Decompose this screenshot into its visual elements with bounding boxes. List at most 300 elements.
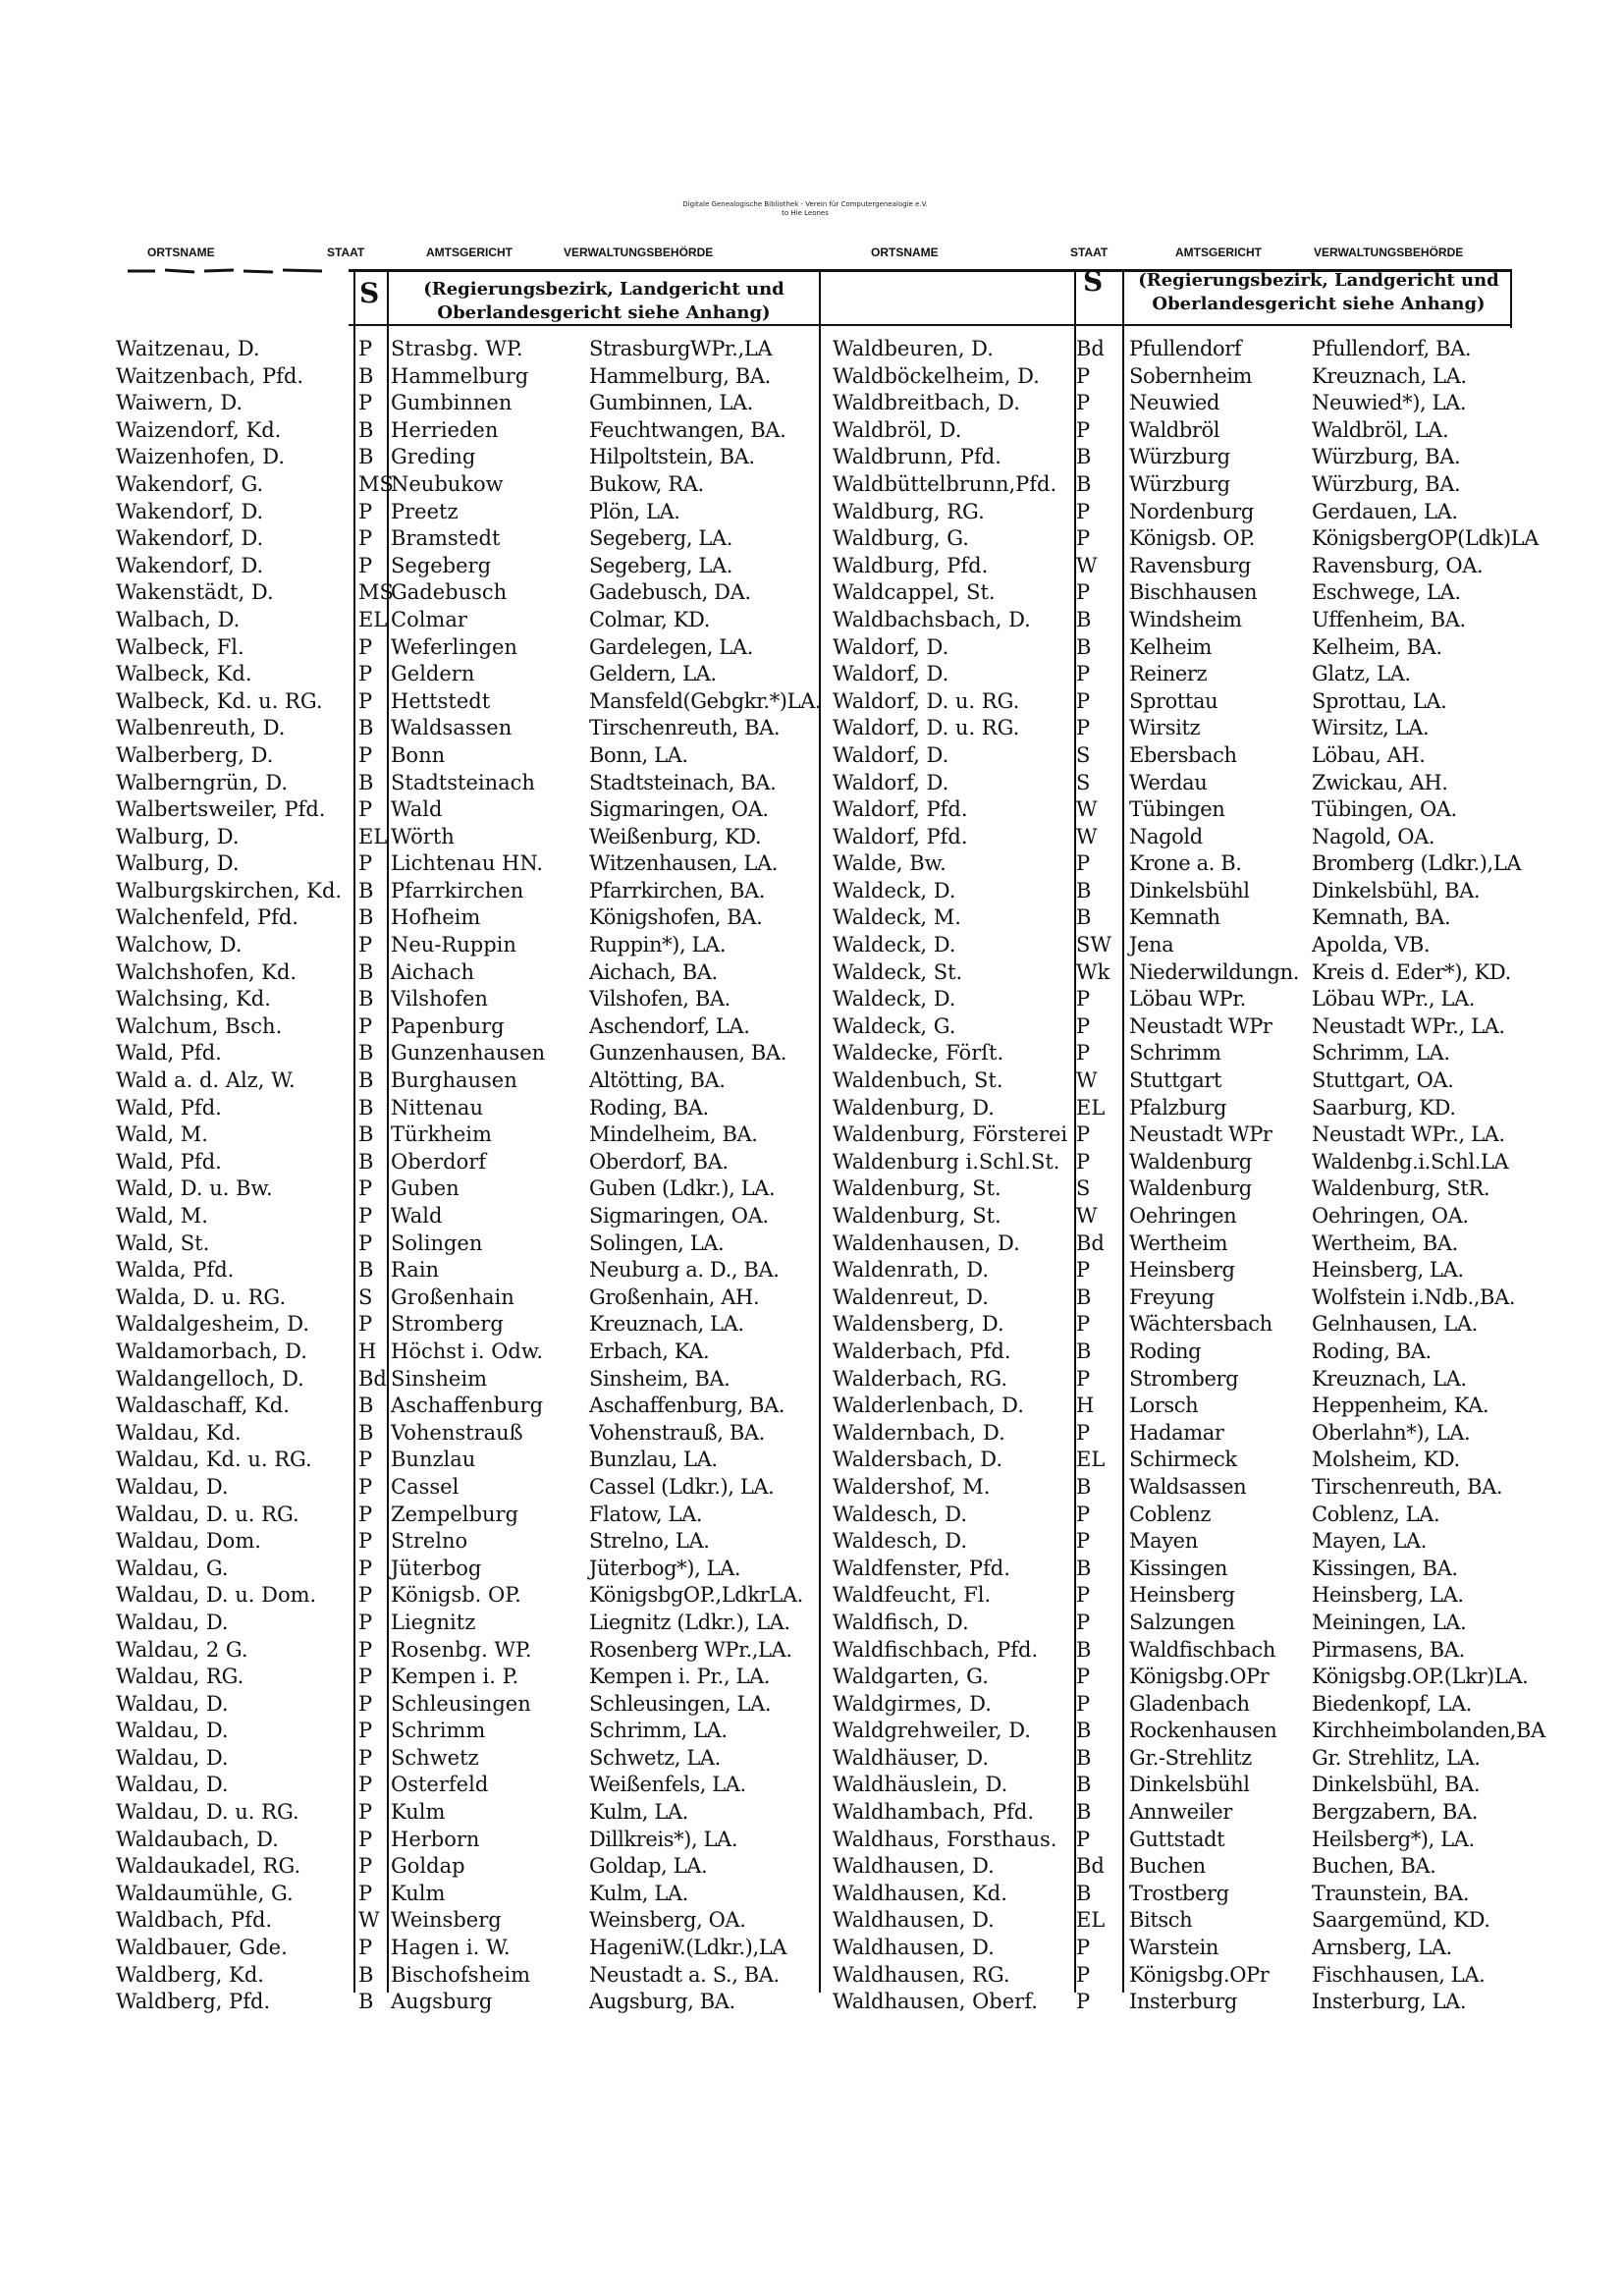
left-verwaltungsbehoerde-cell: Hammelburg, BA. [589, 363, 771, 388]
left-amtsgericht-cell: Schrimm [391, 1719, 486, 1743]
left-ortsname-cell: Waldau, Kd. [116, 1420, 242, 1445]
left-staat-cell: P [358, 1827, 373, 1851]
right-verwaltungsbehoerde-cell: Wirsitz, LA. [1312, 716, 1430, 740]
right-amtsgericht-cell: Stromberg [1129, 1366, 1239, 1391]
left-amtsgericht-cell: Waldsassen [391, 716, 513, 740]
left-staat-cell: P [358, 1312, 373, 1337]
left-ortsname-cell: Walberberg, D. [116, 742, 274, 767]
left-amtsgericht-cell: Wörth [391, 824, 455, 848]
right-amtsgericht-cell: Würzburg [1129, 445, 1230, 469]
right-ortsname-cell: Waldbüttelbrunn,Pfd. [833, 471, 1057, 496]
header-note-right-line-2: Oberlandesgericht siehe Anhang) [1152, 294, 1486, 314]
right-verwaltungsbehoerde-cell: Gr. Strehlitz, LA. [1312, 1745, 1481, 1770]
left-amtsgericht-cell: Zempelburg [391, 1502, 518, 1526]
left-amtsgericht-cell: Augsburg [391, 1990, 493, 2014]
right-verwaltungsbehoerde-cell: Nagold, OA. [1312, 824, 1435, 848]
table-row [0, 1556, 1623, 1583]
table-row [0, 1745, 1623, 1773]
right-amtsgericht-cell: Guttstadt [1129, 1827, 1225, 1851]
right-staat-cell: P [1076, 1665, 1091, 1689]
table-row [0, 1881, 1623, 1908]
right-amtsgericht-cell: Freyung [1129, 1285, 1215, 1309]
right-amtsgericht-cell: Löbau WPr. [1129, 987, 1246, 1011]
right-ortsname-cell: Waldhaus, Forsthaus. [833, 1827, 1057, 1851]
right-ortsname-cell: Waldgrehweiler, D. [833, 1719, 1031, 1743]
left-staat-cell: EL [358, 607, 388, 631]
left-staat-cell: B [358, 1420, 374, 1445]
right-ortsname-cell: Waldenrath, D. [833, 1258, 990, 1283]
right-ortsname-cell: Waldershof, M. [833, 1474, 991, 1499]
right-verwaltungsbehoerde-cell: Waldenburg, StR. [1312, 1176, 1490, 1201]
left-amtsgericht-cell: Cassel [391, 1474, 460, 1499]
table-row [0, 824, 1623, 851]
right-amtsgericht-cell: Coblenz [1129, 1502, 1212, 1526]
left-ortsname-cell: Wald, Pfd. [116, 1041, 222, 1066]
right-ortsname-cell: Waldhausen, Oberf. [833, 1990, 1038, 2014]
right-staat-cell: P [1076, 580, 1091, 605]
left-ortsname-cell: Waldau, D. [116, 1691, 229, 1716]
right-ortsname-cell: Waldbröl, D. [833, 417, 962, 442]
left-verwaltungsbehoerde-cell: Neuburg a. D., BA. [589, 1258, 780, 1283]
left-amtsgericht-cell: Kempen i. P. [391, 1665, 519, 1689]
right-verwaltungsbehoerde-cell: Oberlahn*), LA. [1312, 1420, 1471, 1445]
right-amtsgericht-cell: Tübingen [1129, 797, 1225, 822]
left-staat-cell: Bd [358, 1366, 387, 1391]
right-amtsgericht-cell: Kemnath [1129, 905, 1220, 930]
right-verwaltungsbehoerde-cell: Pfullendorf, BA. [1312, 337, 1472, 360]
left-amtsgericht-cell: Gadebusch [391, 580, 508, 605]
right-ortsname-cell: Waldfischbach, Pfd. [833, 1637, 1039, 1662]
left-staat-cell: P [358, 662, 373, 686]
left-verwaltungsbehoerde-cell: Gumbinnen, LA. [589, 391, 753, 415]
left-amtsgericht-cell: Hagen i. W. [391, 1936, 511, 1960]
left-verwaltungsbehoerde-cell: Roding, BA. [589, 1095, 709, 1120]
left-ortsname-cell: Waldaubach, D. [116, 1827, 279, 1851]
left-staat-cell: B [358, 770, 374, 794]
left-staat-cell: MS [358, 471, 394, 496]
right-staat-cell: S [1076, 742, 1091, 767]
left-amtsgericht-cell: Aschaffenburg [391, 1394, 544, 1418]
right-staat-cell: W [1076, 797, 1098, 822]
left-verwaltungsbehoerde-cell: Jüterbog*), LA. [589, 1556, 741, 1580]
right-amtsgericht-cell: Gr.-Strehlitz [1129, 1745, 1252, 1770]
right-amtsgericht-cell: Waldenburg [1129, 1149, 1252, 1174]
left-ortsname-cell: Waldau, Kd. u. RG. [116, 1448, 312, 1472]
right-verwaltungsbehoerde-cell: Saargemünd, KD. [1312, 1908, 1490, 1933]
table-row [0, 390, 1623, 417]
right-verwaltungsbehoerde-cell: KönigsbergOP(Ldk)LA [1312, 526, 1539, 551]
left-staat-cell: P [358, 1502, 373, 1526]
left-verwaltungsbehoerde-cell: Liegnitz (Ldkr.), LA. [589, 1610, 790, 1634]
right-amtsgericht-cell: Nordenburg [1129, 499, 1254, 523]
left-amtsgericht-cell: Gumbinnen [391, 391, 513, 415]
right-verwaltungsbehoerde-cell: Traunstein, BA. [1312, 1881, 1470, 1905]
left-ortsname-cell: Waldangelloch, D. [116, 1366, 304, 1391]
right-ortsname-cell: Walde, Bw. [833, 851, 947, 876]
table-row [0, 986, 1623, 1013]
right-staat-cell: P [1076, 1312, 1091, 1337]
header-note-left-line-1: (Regierungsbezirk, Landgericht und [423, 279, 784, 300]
right-amtsgericht-cell: Königsbg.OPr [1129, 1962, 1270, 1987]
left-amtsgericht-cell: Guben [391, 1176, 460, 1201]
left-staat-cell: B [358, 905, 374, 930]
left-verwaltungsbehoerde-cell: KönigsbgOP.,LdkrLA. [589, 1583, 803, 1608]
left-verwaltungsbehoerde-cell: Königshofen, BA. [589, 905, 763, 930]
left-ortsname-cell: Walburgskirchen, Kd. [116, 878, 343, 902]
left-ortsname-cell: Waldbach, Pfd. [116, 1908, 273, 1933]
left-verwaltungsbehoerde-cell: Altötting, BA. [589, 1068, 726, 1093]
right-staat-cell: P [1076, 499, 1091, 523]
left-amtsgericht-cell: Bonn [391, 742, 446, 767]
right-ortsname-cell: Waldeck, St. [833, 959, 963, 984]
left-amtsgericht-cell: Stadtsteinach [391, 770, 535, 794]
left-amtsgericht-cell: Papenburg [391, 1013, 505, 1038]
left-verwaltungsbehoerde-cell: Geldern, LA. [589, 662, 717, 686]
left-verwaltungsbehoerde-cell: Großenhain, AH. [589, 1285, 760, 1309]
header-note-right-line-1: (Regierungsbezirk, Landgericht und [1138, 270, 1499, 291]
left-ortsname-cell: Walberngrün, D. [116, 770, 289, 794]
right-staat-cell: P [1076, 1936, 1091, 1960]
left-staat-cell: P [358, 1013, 373, 1038]
right-staat-cell: P [1076, 688, 1091, 713]
left-staat-cell: B [358, 987, 374, 1011]
right-amtsgericht-cell: Sobernheim [1129, 363, 1253, 388]
table-row [0, 1853, 1623, 1881]
right-ortsname-cell: Waldorf, D. [833, 662, 949, 686]
left-verwaltungsbehoerde-cell: Flatow, LA. [589, 1502, 703, 1526]
left-staat-cell: P [358, 1204, 373, 1228]
left-amtsgericht-cell: Solingen [391, 1230, 483, 1255]
right-amtsgericht-cell: Neuwied [1129, 391, 1220, 415]
left-verwaltungsbehoerde-cell: Weinsberg, OA. [589, 1908, 746, 1933]
right-staat-cell: P [1076, 662, 1091, 686]
right-staat-cell: P [1076, 1583, 1091, 1608]
left-verwaltungsbehoerde-cell: Sigmaringen, OA. [589, 1204, 769, 1228]
right-verwaltungsbehoerde-cell: Uffenheim, BA. [1312, 607, 1466, 631]
column-divider [1510, 269, 1512, 328]
right-amtsgericht-cell: Mayen [1129, 1529, 1198, 1554]
right-amtsgericht-cell: Königsbg.OPr [1129, 1665, 1270, 1689]
column-header-verwaltung-left: VERWALTUNGSBEHÖRDE [564, 246, 714, 259]
table-row [0, 1366, 1623, 1394]
left-verwaltungsbehoerde-cell: StrasburgWPr.,LA [589, 337, 773, 360]
left-ortsname-cell: Waldau, G. [116, 1556, 229, 1580]
right-staat-cell: H [1076, 1394, 1095, 1418]
right-ortsname-cell: Waldgarten, G. [833, 1665, 989, 1689]
right-verwaltungsbehoerde-cell: Sprottau, LA. [1312, 688, 1447, 713]
right-ortsname-cell: Waldhausen, D. [833, 1936, 995, 1960]
right-staat-cell: B [1076, 1773, 1092, 1797]
left-amtsgericht-cell: Sinsheim [391, 1366, 487, 1391]
left-amtsgericht-cell: Hammelburg [391, 363, 529, 388]
right-ortsname-cell: Waldorf, D. [833, 634, 949, 659]
left-amtsgericht-cell: Neubukow [391, 471, 504, 496]
left-staat-cell: P [358, 1881, 373, 1905]
right-amtsgericht-cell: Kelheim [1129, 634, 1213, 659]
left-verwaltungsbehoerde-cell: Erbach, KA. [589, 1339, 710, 1363]
left-amtsgericht-cell: Goldap [391, 1854, 465, 1879]
right-ortsname-cell: Walderbach, RG. [833, 1366, 1008, 1391]
right-verwaltungsbehoerde-cell: Waldenbg.i.Schl.LA [1312, 1149, 1509, 1174]
right-ortsname-cell: Waldburg, G. [833, 526, 969, 551]
right-verwaltungsbehoerde-cell: Kreis d. Eder*), KD. [1312, 959, 1511, 984]
right-amtsgericht-cell: Niederwildungn. [1129, 959, 1299, 984]
table-row [0, 471, 1623, 499]
right-verwaltungsbehoerde-cell: Buchen, BA. [1312, 1854, 1436, 1879]
left-amtsgericht-cell: Geldern [391, 662, 475, 686]
right-ortsname-cell: Waldesch, D. [833, 1529, 968, 1554]
right-amtsgericht-cell: Heinsberg [1129, 1583, 1235, 1608]
left-staat-cell: B [358, 878, 374, 902]
left-ortsname-cell: Walchenfeld, Pfd. [116, 905, 298, 930]
right-amtsgericht-cell: Sprottau [1129, 688, 1218, 713]
right-ortsname-cell: Waldeck, D. [833, 987, 956, 1011]
left-ortsname-cell: Waldamorbach, D. [116, 1339, 307, 1363]
right-staat-cell: P [1076, 1258, 1091, 1283]
right-staat-cell: B [1076, 1745, 1092, 1770]
right-staat-cell: SW [1076, 933, 1111, 957]
table-row [0, 634, 1623, 662]
right-staat-cell: P [1076, 1149, 1091, 1174]
right-ortsname-cell: Waldbachsbach, D. [833, 607, 1031, 631]
table-row [0, 1528, 1623, 1556]
left-amtsgericht-cell: Wald [391, 1204, 443, 1228]
table-row [0, 1827, 1623, 1854]
left-staat-cell: H [358, 1339, 377, 1363]
right-staat-cell: P [1076, 1041, 1091, 1066]
left-ortsname-cell: Waldaschaff, Kd. [116, 1394, 290, 1418]
table-row [0, 878, 1623, 905]
left-verwaltungsbehoerde-cell: Kreuznach, LA. [589, 1312, 744, 1337]
right-verwaltungsbehoerde-cell: Ravensburg, OA. [1312, 553, 1484, 577]
left-ortsname-cell: Waldberg, Pfd. [116, 1990, 271, 2014]
right-amtsgericht-cell: Waldsassen [1129, 1474, 1247, 1499]
table-row [0, 1610, 1623, 1637]
left-amtsgericht-cell: Königsb. OP. [391, 1583, 521, 1608]
right-amtsgericht-cell: Werdau [1129, 770, 1208, 794]
table-row [0, 1691, 1623, 1719]
right-verwaltungsbehoerde-cell: Biedenkopf, LA. [1312, 1691, 1472, 1716]
table-row [0, 1013, 1623, 1041]
right-verwaltungsbehoerde-cell: Wolfstein i.Ndb.,BA. [1312, 1285, 1516, 1309]
right-verwaltungsbehoerde-cell: Oehringen, OA. [1312, 1204, 1469, 1228]
right-amtsgericht-cell: Pfullendorf [1129, 337, 1242, 360]
right-amtsgericht-cell: Lorsch [1129, 1394, 1199, 1418]
right-verwaltungsbehoerde-cell: Coblenz, LA. [1312, 1502, 1440, 1526]
table-row [0, 1637, 1623, 1665]
table-row [0, 1962, 1623, 1990]
right-staat-cell: P [1076, 1827, 1091, 1851]
left-staat-cell: P [358, 634, 373, 659]
left-ortsname-cell: Wald, Pfd. [116, 1149, 222, 1174]
left-verwaltungsbehoerde-cell: Stadtsteinach, BA. [589, 770, 777, 794]
right-ortsname-cell: Waldenburg, Försterei [833, 1122, 1068, 1147]
right-ortsname-cell: Waldburg, RG. [833, 499, 985, 523]
left-staat-cell: B [358, 1149, 374, 1174]
left-ortsname-cell: Waiwern, D. [116, 391, 243, 415]
right-staat-cell: P [1076, 987, 1091, 1011]
left-amtsgericht-cell: Weinsberg [391, 1908, 502, 1933]
left-ortsname-cell: Waldau, D. [116, 1773, 229, 1797]
left-staat-cell: P [358, 1448, 373, 1472]
right-verwaltungsbehoerde-cell: Neuwied*), LA. [1312, 391, 1467, 415]
left-ortsname-cell: Wald, St. [116, 1230, 210, 1255]
right-staat-cell: P [1076, 1420, 1091, 1445]
right-staat-cell: EL [1076, 1908, 1106, 1933]
left-ortsname-cell: Walchow, D. [116, 933, 243, 957]
left-verwaltungsbehoerde-cell: HageniW.(Ldkr.),LA [589, 1936, 787, 1960]
right-staat-cell: B [1076, 607, 1092, 631]
left-amtsgericht-cell: Schleusingen [391, 1691, 531, 1716]
left-staat-cell: P [358, 553, 373, 577]
left-ortsname-cell: Wald a. d. Alz, W. [116, 1068, 296, 1093]
left-staat-cell: B [358, 1394, 374, 1418]
left-verwaltungsbehoerde-cell: Gardelegen, LA. [589, 634, 753, 659]
left-staat-cell: MS [358, 580, 394, 605]
right-staat-cell: B [1076, 1474, 1092, 1499]
left-ortsname-cell: Walburg, D. [116, 851, 240, 876]
right-staat-cell: P [1076, 851, 1091, 876]
right-amtsgericht-cell: Warstein [1129, 1936, 1219, 1960]
left-staat-cell: P [358, 1719, 373, 1743]
left-ortsname-cell: Wald, M. [116, 1204, 208, 1228]
right-verwaltungsbehoerde-cell: Kemnath, BA. [1312, 905, 1451, 930]
left-ortsname-cell: Waldau, D. u. RG. [116, 1800, 299, 1825]
right-amtsgericht-cell: Windsheim [1129, 607, 1242, 631]
left-amtsgericht-cell: Herrieden [391, 417, 499, 442]
left-verwaltungsbehoerde-cell: Weißenburg, KD. [589, 824, 762, 848]
left-verwaltungsbehoerde-cell: Aschaffenburg, BA. [589, 1394, 785, 1418]
left-verwaltungsbehoerde-cell: Ruppin*), LA. [589, 933, 727, 957]
left-amtsgericht-cell: Herborn [391, 1827, 480, 1851]
right-amtsgericht-cell: Schirmeck [1129, 1448, 1237, 1472]
left-ortsname-cell: Walbeck, Kd. u. RG. [116, 688, 323, 713]
table-row [0, 1339, 1623, 1366]
right-ortsname-cell: Waldhausen, RG. [833, 1962, 1010, 1987]
right-ortsname-cell: Waldecke, Förſt. [833, 1041, 1004, 1066]
left-ortsname-cell: Waldau, 2 G. [116, 1637, 248, 1662]
table-row [0, 1989, 1623, 2016]
left-ortsname-cell: Wakendorf, D. [116, 499, 264, 523]
left-amtsgericht-cell: Segeberg [391, 553, 492, 577]
left-ortsname-cell: Waizenhofen, D. [116, 445, 286, 469]
right-verwaltungsbehoerde-cell: Königsbg.OP.(Lkr)LA. [1312, 1665, 1529, 1689]
right-staat-cell: B [1076, 1556, 1092, 1580]
left-ortsname-cell: Walchsing, Kd. [116, 987, 271, 1011]
right-verwaltungsbehoerde-cell: Wertheim, BA. [1312, 1230, 1458, 1255]
left-staat-cell: P [358, 1610, 373, 1634]
column-header-staat-left: STAAT [327, 246, 365, 259]
right-amtsgericht-cell: Heinsberg [1129, 1258, 1235, 1283]
right-ortsname-cell: Waldenhausen, D. [833, 1230, 1020, 1255]
right-ortsname-cell: Waldenreut, D. [833, 1285, 989, 1309]
left-ortsname-cell: Walda, Pfd. [116, 1258, 235, 1283]
left-staat-cell: P [358, 1773, 373, 1797]
table-row [0, 499, 1623, 526]
right-verwaltungsbehoerde-cell: Apolda, VB. [1312, 933, 1431, 957]
publisher-line-2: to Hie Leones [782, 209, 829, 217]
left-staat-cell: P [358, 391, 373, 415]
right-verwaltungsbehoerde-cell: Molsheim, KD. [1312, 1448, 1460, 1472]
right-ortsname-cell: Waldfisch, D. [833, 1610, 969, 1634]
right-ortsname-cell: Waldenburg, D. [833, 1095, 995, 1120]
table-row [0, 932, 1623, 959]
left-amtsgericht-cell: Bischofsheim [391, 1962, 530, 1987]
right-verwaltungsbehoerde-cell: Kelheim, BA. [1312, 634, 1442, 659]
right-verwaltungsbehoerde-cell: Waldbröl, LA. [1312, 417, 1449, 442]
right-amtsgericht-cell: Wertheim [1129, 1230, 1228, 1255]
right-amtsgericht-cell: Rockenhausen [1129, 1719, 1277, 1743]
table-row [0, 770, 1623, 797]
right-staat-cell: B [1076, 1800, 1092, 1825]
left-amtsgericht-cell: Höchst i. Odw. [391, 1339, 544, 1363]
right-verwaltungsbehoerde-cell: Tübingen, OA. [1312, 797, 1457, 822]
table-row [0, 1447, 1623, 1474]
table-row [0, 1175, 1623, 1203]
column-header-amtsgericht-left: AMTSGERICHT [426, 246, 513, 259]
right-amtsgericht-cell: Wirsitz [1129, 716, 1201, 740]
left-amtsgericht-cell: Greding [391, 445, 476, 469]
right-ortsname-cell: Waldbeuren, D. [833, 337, 994, 360]
right-ortsname-cell: Waldeck, D. [833, 933, 956, 957]
cropped-header-mark [126, 267, 342, 273]
left-staat-cell: P [358, 933, 373, 957]
right-ortsname-cell: Waldeck, M. [833, 905, 961, 930]
right-verwaltungsbehoerde-cell: Gelnhausen, LA. [1312, 1312, 1478, 1337]
right-staat-cell: B [1076, 905, 1092, 930]
right-staat-cell: Wk [1076, 959, 1110, 984]
right-amtsgericht-cell: Dinkelsbühl [1129, 1773, 1250, 1797]
left-verwaltungsbehoerde-cell: Bunzlau, LA. [589, 1448, 718, 1472]
left-ortsname-cell: Wald, M. [116, 1122, 208, 1147]
left-amtsgericht-cell: Wald [391, 797, 443, 822]
table-row [0, 1474, 1623, 1502]
right-staat-cell: W [1076, 1204, 1098, 1228]
table-row [0, 1420, 1623, 1448]
right-staat-cell: P [1076, 1529, 1091, 1554]
left-amtsgericht-cell: Nittenau [391, 1095, 483, 1120]
left-amtsgericht-cell: Bramstedt [391, 526, 501, 551]
right-verwaltungsbehoerde-cell: Heinsberg, LA. [1312, 1583, 1464, 1608]
left-staat-cell: B [358, 1095, 374, 1120]
left-staat-cell: S [358, 1285, 373, 1309]
left-verwaltungsbehoerde-cell: Augsburg, BA. [589, 1990, 735, 2014]
table-row [0, 525, 1623, 553]
left-staat-cell: P [358, 337, 373, 360]
left-amtsgericht-cell: Vohenstrauß [391, 1420, 523, 1445]
left-ortsname-cell: Waizendorf, Kd. [116, 417, 282, 442]
table-row [0, 1203, 1623, 1230]
header-symbol-left: S [359, 277, 380, 309]
right-verwaltungsbehoerde-cell: Heilsberg*), LA. [1312, 1827, 1475, 1851]
right-verwaltungsbehoerde-cell: Pirmasens, BA. [1312, 1637, 1465, 1662]
left-amtsgericht-cell: Hettstedt [391, 688, 491, 713]
left-staat-cell: P [358, 1665, 373, 1689]
table-row [0, 1257, 1623, 1285]
left-ortsname-cell: Waldau, D. u. RG. [116, 1502, 299, 1526]
left-verwaltungsbehoerde-cell: Strelno, LA. [589, 1529, 710, 1554]
right-amtsgericht-cell: Schrimm [1129, 1041, 1221, 1066]
right-staat-cell: Bd [1076, 1230, 1105, 1255]
right-staat-cell: W [1076, 553, 1098, 577]
left-staat-cell: B [358, 363, 374, 388]
left-staat-cell: P [358, 1745, 373, 1770]
table-row [0, 688, 1623, 716]
right-amtsgericht-cell: Nagold [1129, 824, 1203, 848]
right-amtsgericht-cell: Krone a. B. [1129, 851, 1242, 876]
left-verwaltungsbehoerde-cell: Cassel (Ldkr.), LA. [589, 1474, 775, 1499]
right-staat-cell: B [1076, 634, 1092, 659]
